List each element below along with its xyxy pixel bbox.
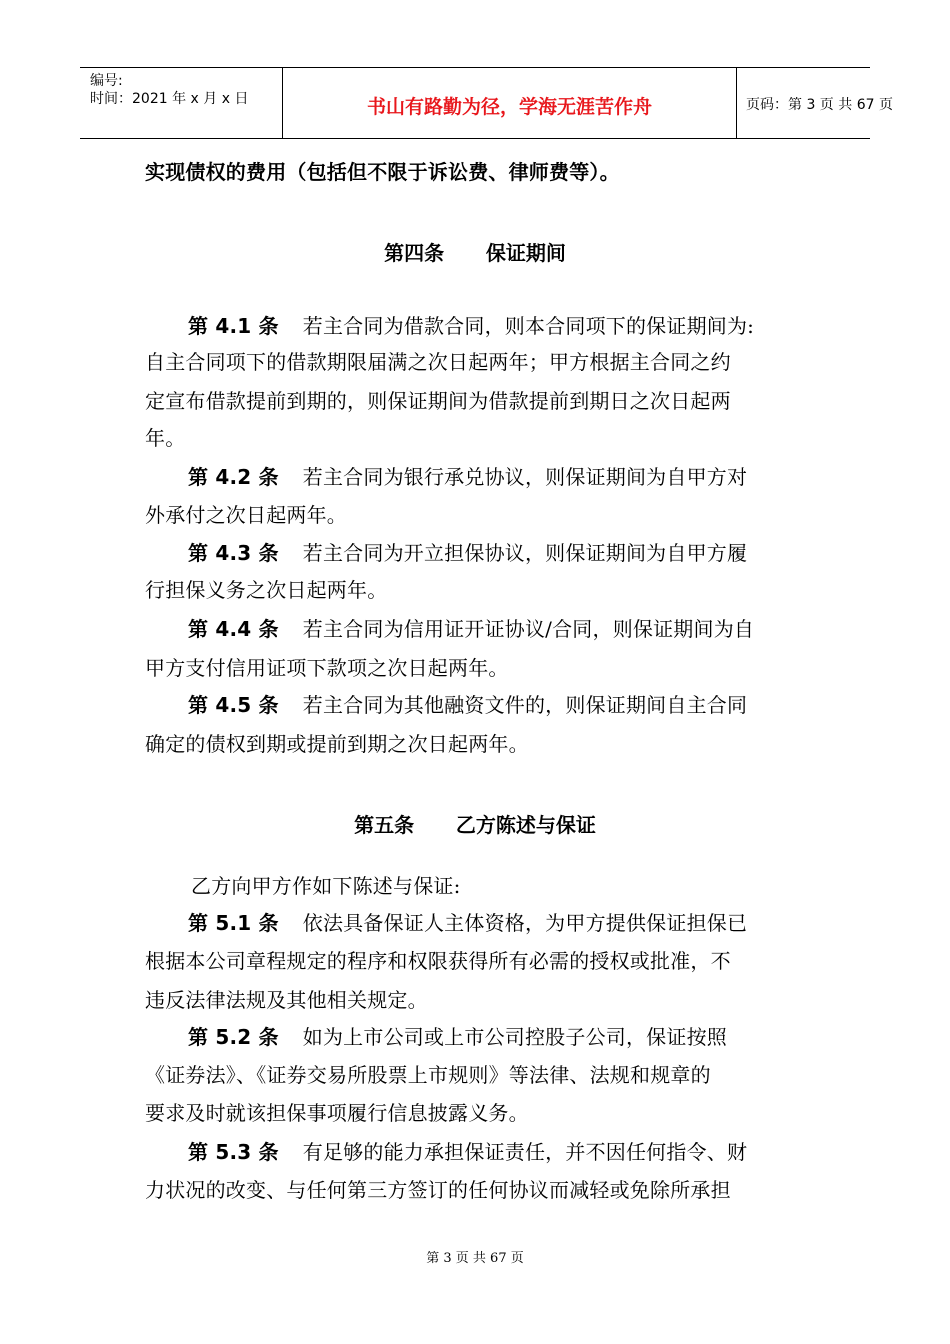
clause-4-2-line-1 [188,465,747,489]
clause-4-3-number: 第 4.3 条 [188,541,279,565]
clause-4-1-line-2: 自主合同项下的借款期限届满之次日起两年；甲方根据主合同之约 [145,350,731,374]
clause-4-2-line-2: 外承付之次日起两年。 [145,503,347,527]
document-date: 时间：2021 年 x 月 x 日 [90,91,249,107]
clause-4-5-number: 第 4.5 条 [188,693,279,717]
clause-5-2-line-1 [188,1025,727,1049]
clause-4-2-number: 第 4.2 条 [188,465,279,489]
clause-5-3-text-1: 有足够的能力承担保证责任，并不因任何指令、财 [302,1140,748,1164]
header-left-cell [80,68,282,138]
header-page-code: 页码：第 3 页 共 67 页 [746,97,893,113]
clause-5-3-line-1 [188,1140,747,1164]
page-header [80,67,893,139]
clause-4-4-line-2: 甲方支付信用证项下款项之次日起两年。 [145,656,509,680]
clause-4-4-line-1 [188,617,754,641]
article-5-intro: 乙方向甲方作如下陈述与保证: [191,874,461,898]
clause-4-3-line-1 [188,541,747,565]
clause-4-3-text-1: 若主合同为开立担保协议，则保证期间为自甲方履 [302,541,748,565]
clause-5-2-text-1: 如为上市公司或上市公司控股子公司，保证按照 [302,1025,727,1049]
continuation-line: 实现债权的费用（包括但不限于诉讼费、律师费等）。 [145,160,620,184]
clause-4-4-text-1: 若主合同为信用证开证协议/合同，则保证期间为自 [302,617,755,641]
clause-4-2-text-1: 若主合同为银行承兑协议，则保证期间为自甲方对 [302,465,748,489]
clause-4-3-line-2: 行担保义务之次日起两年。 [145,578,388,602]
clause-4-1-line-3: 定宣布借款提前到期的，则保证期间为借款提前到期日之次日起两 [145,389,731,413]
header-motto: 书山有路勤为径，学海无涯苦作舟 [366,96,652,118]
clause-5-2-line-2: 《证券法》、《证券交易所股票上市规则》等法律、法规和规章的 [145,1063,711,1087]
document-number-label: 编号: [90,73,123,89]
clause-4-1-text-1: 若主合同为借款合同，则本合同项下的保证期间为: [302,314,755,338]
clause-5-1-line-3: 违反法律法规及其他相关规定。 [145,988,428,1012]
clause-4-1-line-4: 年。 [145,426,186,450]
clause-4-5-text-1: 若主合同为其他融资文件的，则保证期间自主合同 [302,693,748,717]
article-5-heading: 第五条 乙方陈述与保证 [354,813,596,837]
clause-5-1-line-1 [188,911,747,935]
clause-5-3-line-2: 力状况的改变、与任何第三方签订的任何协议而减轻或免除所承担 [145,1178,731,1202]
header-motto-cell [282,68,737,138]
page-footer: 第 3 页 共 67 页 [426,1251,524,1266]
clause-4-4-number: 第 4.4 条 [188,617,279,641]
clause-5-2-number: 第 5.2 条 [188,1025,279,1049]
clause-4-5-line-2: 确定的债权到期或提前到期之次日起两年。 [145,732,529,756]
clause-5-3-number: 第 5.3 条 [188,1140,279,1164]
clause-4-1-line-1 [188,314,754,338]
clause-5-2-line-3: 要求及时就该担保事项履行信息披露义务。 [145,1101,529,1125]
clause-5-1-text-1: 依法具备保证人主体资格，为甲方提供保证担保已 [302,911,748,935]
clause-5-1-line-2: 根据本公司章程规定的程序和权限获得所有必需的授权或批准，不 [145,949,731,973]
clause-4-5-line-1 [188,693,747,717]
article-4-heading: 第四条 保证期间 [384,241,566,265]
clause-4-1-number: 第 4.1 条 [188,314,279,338]
clause-5-1-number: 第 5.1 条 [188,911,279,935]
